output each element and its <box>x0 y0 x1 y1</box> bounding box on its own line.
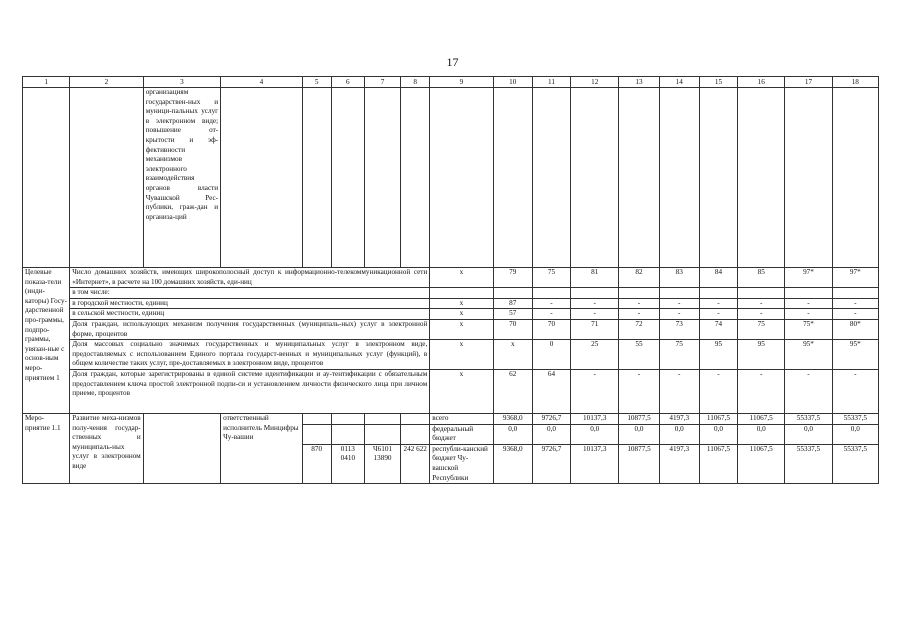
funding-source: всего <box>430 413 493 424</box>
value-cell: 0,0 <box>832 424 878 444</box>
column-number-row <box>23 77 879 88</box>
value-cell: 55337,5 <box>832 444 878 483</box>
value-cell: 74 <box>699 319 737 339</box>
value-cell: - <box>699 298 737 309</box>
value-cell: - <box>832 298 878 309</box>
measure-executor: ответственный исполнитель Минцифры Чу-вашии <box>221 413 302 483</box>
value-cell: 11067,5 <box>699 444 737 483</box>
indicator-row <box>23 340 879 370</box>
value-cell: - <box>785 298 832 309</box>
value-cell: 97* <box>832 268 878 288</box>
indicator-row <box>23 268 879 288</box>
value-cell: 0 <box>532 340 570 370</box>
value-cell: - <box>738 309 785 320</box>
value-cell: 71 <box>571 319 619 339</box>
value-cell: - <box>619 298 659 309</box>
value-cell: 10137,3 <box>571 444 619 483</box>
value-cell: 75 <box>738 319 785 339</box>
measure-name: Развитие меха-низмов полу-чения государ-ственных и муниципаль-ных услуг в электронном виде <box>70 413 143 483</box>
value-cell <box>571 288 619 299</box>
value-cell: 87 <box>493 298 532 309</box>
value-cell: 0,0 <box>785 424 832 444</box>
indicator-row <box>23 309 879 320</box>
value-cell: 82 <box>619 268 659 288</box>
value-cell <box>659 288 699 299</box>
value-cell: 55337,5 <box>785 413 832 424</box>
value-cell: - <box>832 309 878 320</box>
value-cell: 80* <box>832 319 878 339</box>
value-cell: 75 <box>659 340 699 370</box>
value-cell: 70 <box>532 319 570 339</box>
header-cell: 12 <box>571 77 619 88</box>
header-cell: 14 <box>659 77 699 88</box>
header-cell: 11 <box>532 77 570 88</box>
value-cell: 72 <box>619 319 659 339</box>
value-cell: 9368,0 <box>493 444 532 483</box>
value-cell: 11067,5 <box>699 413 737 424</box>
value-cell: 81 <box>571 268 619 288</box>
value-cell: 70 <box>493 319 532 339</box>
value-cell: 62 <box>493 369 532 413</box>
value-cell: 0,0 <box>659 424 699 444</box>
continued-goal-text: организациям государствен-ных и муници-пальных услуг в электронном виде; повышение от-крытости и эф-фективности механизмов электронного взаимодействия органов власти Чувашской Рес-публики, граж-дан и организа-ций <box>143 88 220 268</box>
value-cell: 97* <box>785 268 832 288</box>
indicator-text: Доля граждан, использующих механизм получения государственных (муниципаль-ных) услуг в электронной форме, процентов <box>70 319 430 339</box>
indicator-x: х <box>430 309 493 320</box>
header-cell: 18 <box>832 77 878 88</box>
value-cell: - <box>785 369 832 413</box>
header-cell: 1 <box>23 77 70 88</box>
indicator-row <box>23 319 879 339</box>
header-cell: 8 <box>401 77 430 88</box>
value-cell <box>738 288 785 299</box>
value-cell: - <box>532 298 570 309</box>
indicator-text: Доля граждан, которые зарегистрированы в единой системе идентификации и ау-тентификации с обязательным предоставлением ключа простой электронной подпи-си и установлением личности физического лица при личном приеме, процентов <box>70 369 430 413</box>
funding-row <box>23 413 879 424</box>
value-cell: 11067,5 <box>738 444 785 483</box>
continuation-row <box>23 88 879 268</box>
value-cell: 0,0 <box>571 424 619 444</box>
header-cell: 10 <box>493 77 532 88</box>
value-cell: 9726,7 <box>532 413 570 424</box>
measure-label: Меро-приятие 1.1 <box>23 413 70 483</box>
indicator-x: х <box>430 369 493 413</box>
value-cell: 64 <box>532 369 570 413</box>
page-number: 17 <box>446 55 459 69</box>
header-cell: 7 <box>364 77 400 88</box>
value-cell: - <box>659 369 699 413</box>
code-vr: 242 622 <box>401 444 430 483</box>
value-cell: 75 <box>532 268 570 288</box>
value-cell <box>619 288 659 299</box>
value-cell: - <box>532 309 570 320</box>
value-cell: 83 <box>659 268 699 288</box>
value-cell: 84 <box>699 268 737 288</box>
indicator-text: в том числе: <box>70 288 430 299</box>
value-cell: - <box>832 369 878 413</box>
header-cell: 16 <box>738 77 785 88</box>
indicator-text: в городской местности, единиц <box>70 298 430 309</box>
value-cell: 95* <box>832 340 878 370</box>
value-cell: - <box>571 309 619 320</box>
value-cell: - <box>699 369 737 413</box>
indicator-row <box>23 298 879 309</box>
value-cell: 10877,5 <box>619 413 659 424</box>
value-cell: 73 <box>659 319 699 339</box>
indicator-text: в сельской местности, единиц <box>70 309 430 320</box>
value-cell <box>493 288 532 299</box>
funding-source: федеральный бюджет <box>430 424 493 444</box>
value-cell <box>785 288 832 299</box>
indicator-row <box>23 369 879 413</box>
value-cell <box>532 288 570 299</box>
value-cell: - <box>571 298 619 309</box>
value-cell: 10877,5 <box>619 444 659 483</box>
value-cell: 4197,3 <box>659 444 699 483</box>
indicator-x: х <box>430 319 493 339</box>
targets-label: Целевые показа-тели (инди-каторы) Госу-дарственной про-граммы, подпро-граммы, увязан-ные с основ-ным меро-приятием 1 <box>23 268 70 414</box>
indicator-x <box>430 288 493 299</box>
code-rz-pr: 0113 0410 <box>331 444 364 483</box>
value-cell: 95 <box>738 340 785 370</box>
indicator-row <box>23 288 879 299</box>
header-cell: 13 <box>619 77 659 88</box>
value-cell: - <box>571 369 619 413</box>
value-cell: 95* <box>785 340 832 370</box>
value-cell: 79 <box>493 268 532 288</box>
value-cell <box>832 288 878 299</box>
code-csr: Ч6101 13890 <box>364 444 400 483</box>
value-cell: 0,0 <box>738 424 785 444</box>
value-cell: 55337,5 <box>785 444 832 483</box>
header-cell: 9 <box>430 77 493 88</box>
header-cell: 6 <box>331 77 364 88</box>
value-cell <box>699 288 737 299</box>
value-cell: 9726,7 <box>532 444 570 483</box>
value-cell: - <box>699 309 737 320</box>
value-cell: 11067,5 <box>738 413 785 424</box>
value-cell: 75* <box>785 319 832 339</box>
value-cell: 9368,0 <box>493 413 532 424</box>
value-cell: - <box>738 369 785 413</box>
funding-source: республи-канский бюджет Чу-вашской Республики <box>430 444 493 483</box>
value-cell: - <box>785 309 832 320</box>
value-cell: 95 <box>699 340 737 370</box>
value-cell: - <box>659 298 699 309</box>
code-gr: 870 <box>302 444 331 483</box>
value-cell: 25 <box>571 340 619 370</box>
value-cell: 57 <box>493 309 532 320</box>
value-cell: 10137,3 <box>571 413 619 424</box>
value-cell: - <box>738 298 785 309</box>
indicator-x: х <box>430 298 493 309</box>
indicator-x: х <box>430 268 493 288</box>
value-cell: 4197,3 <box>659 413 699 424</box>
value-cell: 55337,5 <box>832 413 878 424</box>
indicator-x: х <box>430 340 493 370</box>
header-cell: 5 <box>302 77 331 88</box>
value-cell: 0,0 <box>532 424 570 444</box>
program-table <box>22 76 879 484</box>
value-cell: 0,0 <box>699 424 737 444</box>
value-cell: - <box>619 309 659 320</box>
header-cell: 2 <box>70 77 143 88</box>
value-cell: 55 <box>619 340 659 370</box>
header-cell: 4 <box>221 77 302 88</box>
indicator-text: Доля массовых социально значимых государственных и муниципальных услуг в электронном виде, предоставляемых с использованием Единого портала государст-венных и муниципальных услуг (функций), в общем количестве таких услуг, пре-доставляемых в электронном виде, процентов <box>70 340 430 370</box>
value-cell: 0,0 <box>619 424 659 444</box>
indicator-text: Число домашних хозяйств, имеющих широкополосный доступ к информационно-телекоммуникационной сети «Интернет», в расчете на 100 домашних хозяйств, еди-ниц <box>70 268 430 288</box>
header-cell: 3 <box>143 77 220 88</box>
value-cell: х <box>493 340 532 370</box>
value-cell: - <box>659 309 699 320</box>
value-cell: 0,0 <box>493 424 532 444</box>
value-cell: - <box>619 369 659 413</box>
header-cell: 15 <box>699 77 737 88</box>
header-cell: 17 <box>785 77 832 88</box>
value-cell: 85 <box>738 268 785 288</box>
